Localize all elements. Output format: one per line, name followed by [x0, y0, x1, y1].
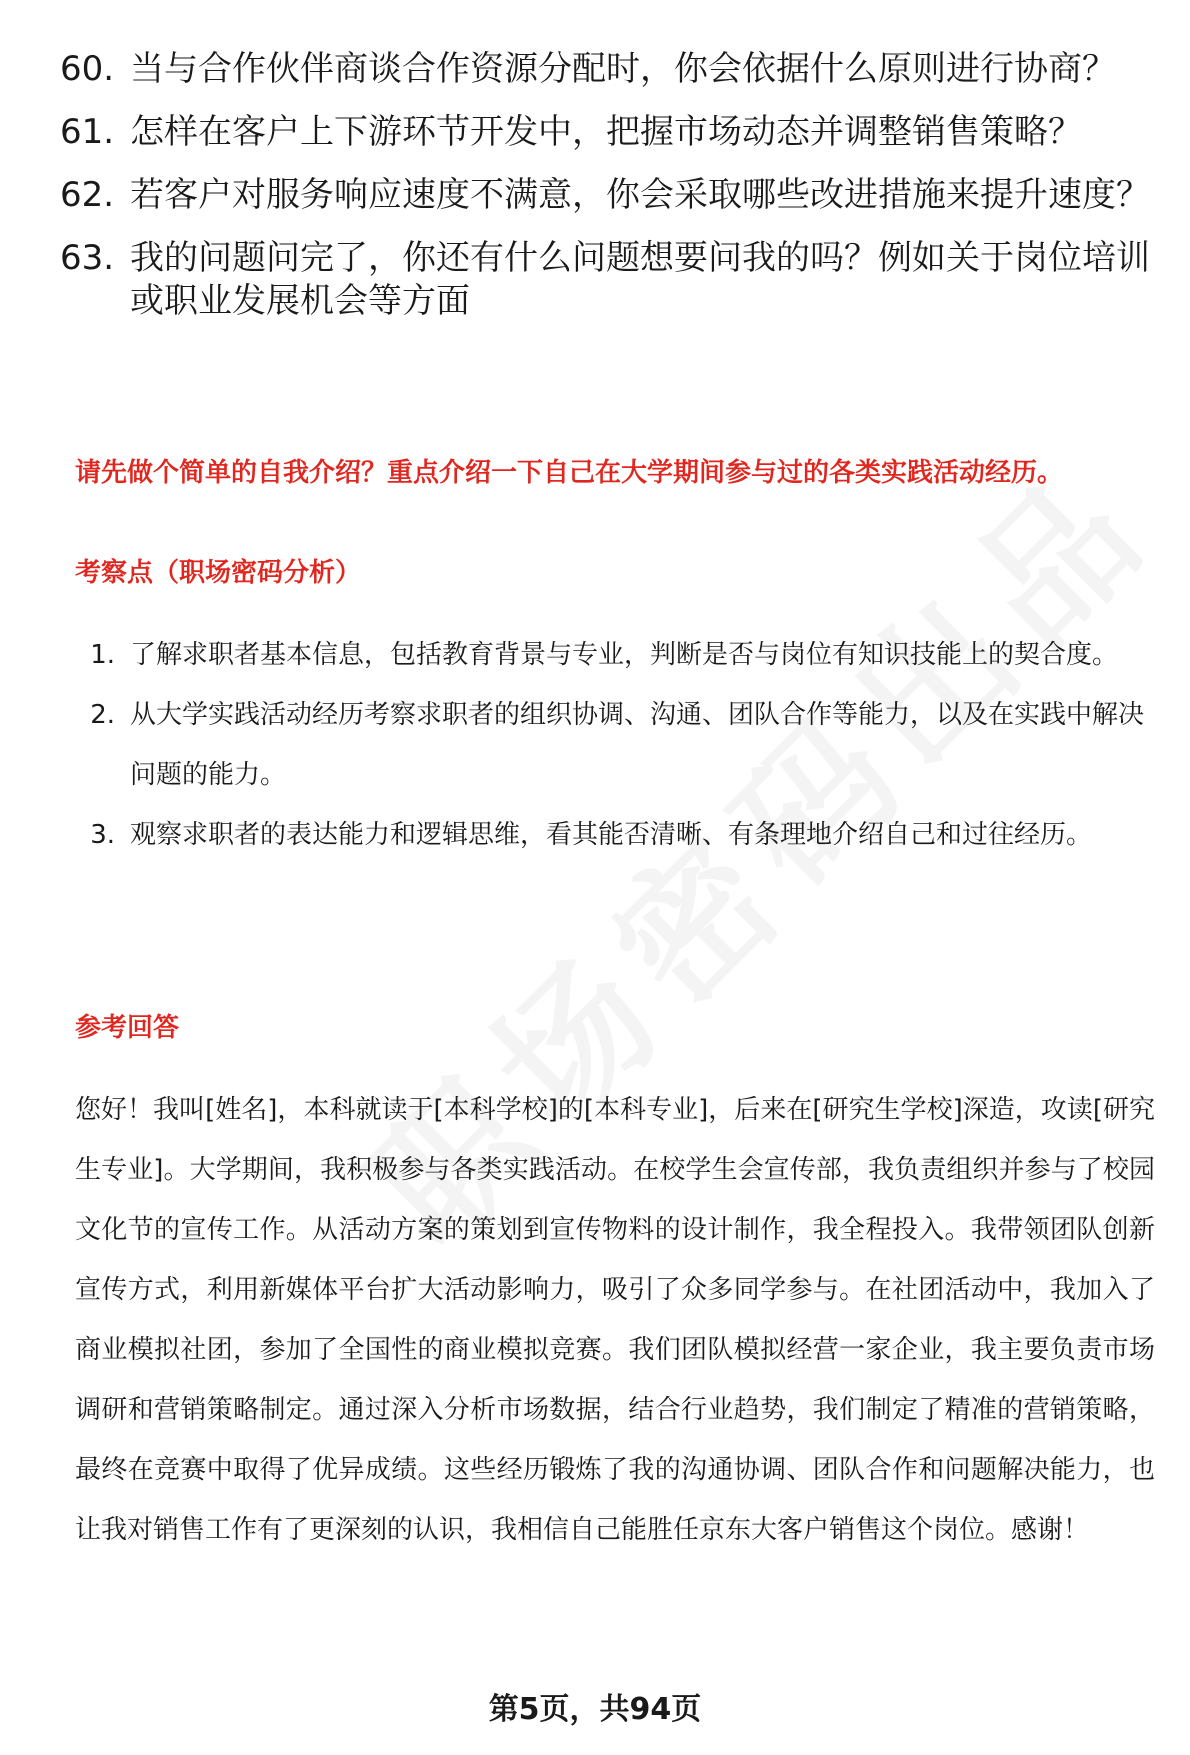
question-text: 若客户对服务响应速度不满意，你会采取哪些改进措施来提升速度？	[130, 175, 1150, 215]
question-list	[60, 48, 1150, 343]
analysis-point	[75, 685, 1155, 805]
question-item	[60, 237, 1150, 323]
question-number: 61.	[60, 112, 115, 152]
question-item	[60, 174, 1150, 217]
answer-label: 参考回答	[75, 1013, 180, 1043]
question-item	[60, 48, 1150, 91]
question-text: 当与合作伙伴商谈合作资源分配时，你会依据什么原则进行协商？	[130, 49, 1116, 89]
question-number: 63.	[60, 238, 115, 278]
point-text: 了解求职者基本信息，包括教育背景与专业，判断是否与岗位有知识技能上的契合度。	[130, 640, 1119, 670]
point-number: 3.	[90, 820, 115, 850]
analysis-points	[75, 625, 1155, 865]
point-number: 1.	[90, 640, 115, 670]
question-number: 62.	[60, 175, 115, 215]
question-text: 我的问题问完了，你还有什么问题想要问我的吗？例如关于岗位培训或职业发展机会等方面	[130, 238, 1150, 321]
analysis-label: 考察点（职场密码分析）	[75, 558, 362, 588]
question-text: 怎样在客户上下游环节开发中，把握市场动态并调整销售策略？	[130, 112, 1082, 152]
point-number: 2.	[90, 700, 115, 730]
point-text: 从大学实践活动经历考察求职者的组织协调、沟通、团队合作等能力，以及在实践中解决问题的能力。	[130, 700, 1145, 790]
featured-question-heading: 请先做个简单的自我介绍？重点介绍一下自己在大学期间参与过的各类实践活动经历。	[75, 458, 1064, 488]
analysis-point	[75, 805, 1155, 865]
page-number: 第5页，共94页	[488, 1692, 702, 1727]
question-item	[60, 111, 1150, 154]
question-number: 60.	[60, 49, 115, 89]
point-text: 观察求职者的表达能力和逻辑思维，看其能否清晰、有条理地介绍自己和过往经历。	[130, 820, 1093, 850]
answer-text: 您好！我叫[姓名]，本科就读于[本科学校]的[本科专业]，后来在[研究生学校]深造，攻读[研究生专业]。大学期间，我积极参与各类实践活动。在校学生会宣传部，我负责组织并参与了校园文化节的宣传工作。从活动方案的策划到宣传物料的设计制作，我全程投入。我带领团队创新宣传方式，利用新媒体平台扩大活动影响力，吸引了众多同学参与。在社团活动中，我加入了商业模拟社团，参加了全国性的商业模拟竞赛。我们团队模拟经营一家企业，我主要负责市场调研和营销策略制定。通过深入分析市场数据，结合行业趋势，我们制定了精准的营销策略，最终在竞赛中取得了优异成绩。这些经历锻炼了我的沟通协调、团队合作和问题解决能力，也让我对销售工作有了更深刻的认识，我相信自己能胜任京东大客户销售这个岗位。感谢！	[75, 1095, 1155, 1545]
analysis-point	[75, 625, 1155, 685]
